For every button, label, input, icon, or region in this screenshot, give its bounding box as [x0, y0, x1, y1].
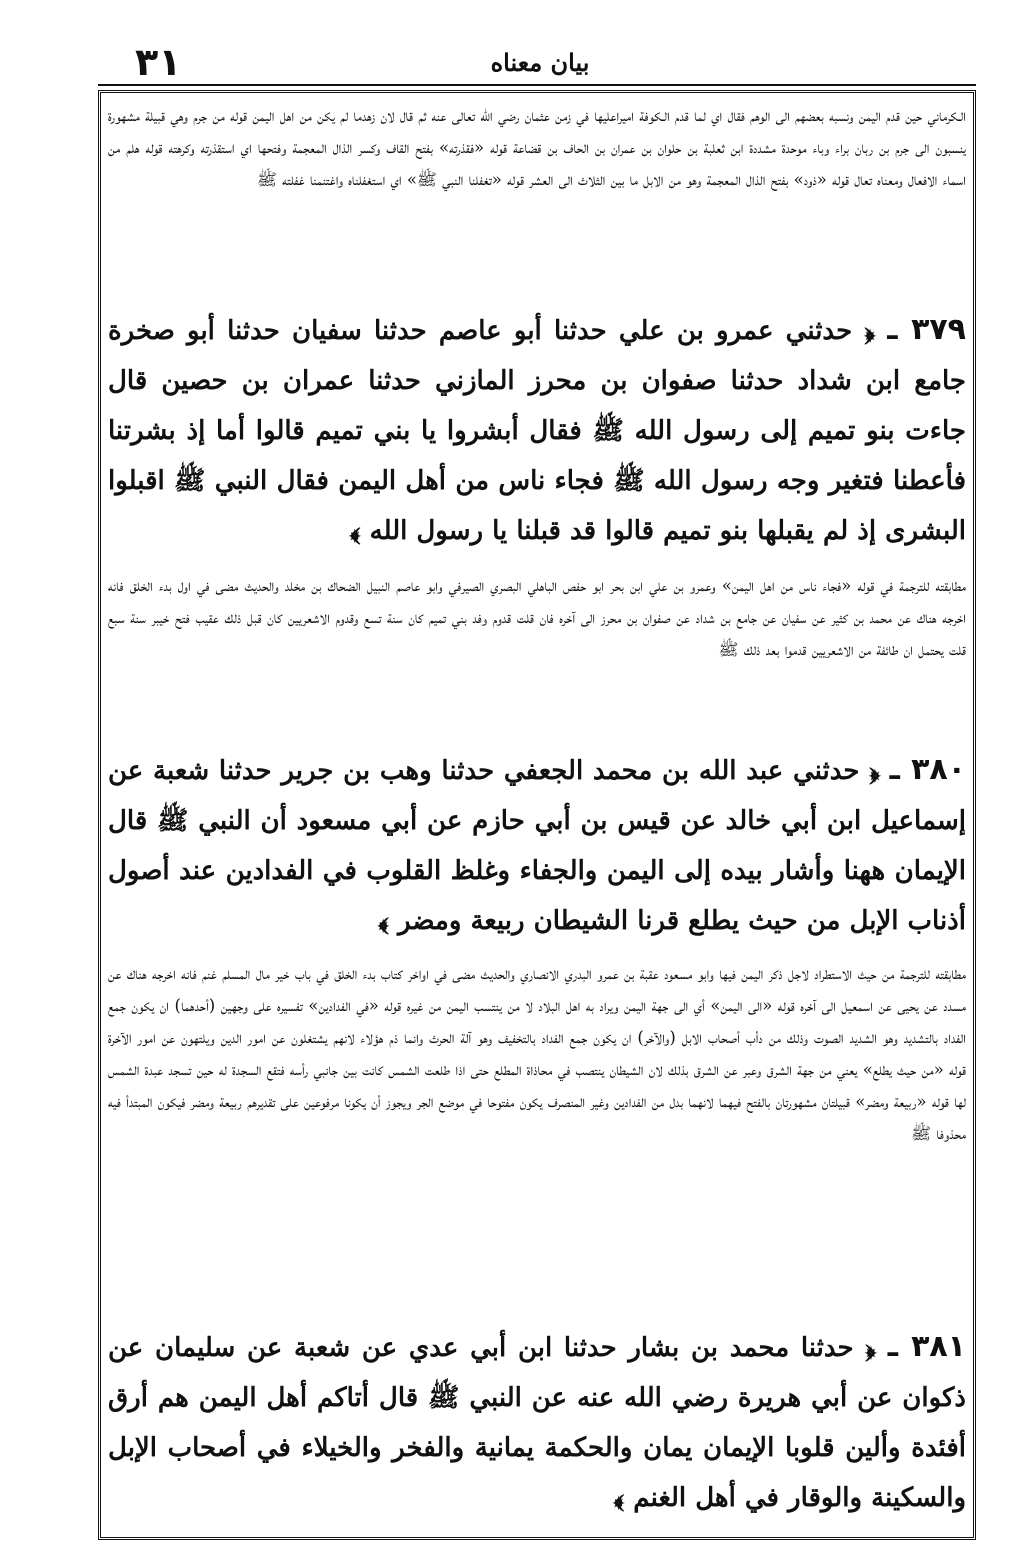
commentary-paragraph — [108, 100, 966, 295]
commentary-paragraph — [108, 570, 966, 735]
hadith-paragraph — [108, 745, 966, 950]
commentary-paragraph — [108, 958, 966, 1313]
commentary-text: مطابقته للترجمة في قوله «فجاء ناس من اهل اليمن» وعمرو بن علي ابن بحر ابو حفص الباهلي البصري الصيرفي وابو عاصم النبيل الضحاك بن مخلد والحديث مضى في اول بدء الخلق فانه اخرجه هناك عن محمد بن كثير عن سفيان عن جامع بن شداد عن صفوان بن محرز الى آخره فان قلت قدوم وفد بني تميم كان سنة تسع وقدوم الاشعريين كان قبل ذلك عقيب فتح خيبر سنة سبع قلت يحتمل ان طائفة من الاشعريين قدموا بعد ذلك ﷺ — [108, 576, 966, 659]
header-rule — [98, 84, 976, 86]
hadith-paragraph — [108, 1322, 966, 1527]
hadith-number: ٣٨٠ ـ — [889, 752, 966, 787]
commentary-text: مطابقته للترجمة من حيث الاستطراد لاجل ذكر اليمن فيها وابو مسعود عقبة بن عمرو البدري الانصاري والحديث مضى في اواخر كتاب بدء الخلق في باب خير مال المسلم غنم فانه اخرجه هناك عن مسدد عن يحيى عن اسمعيل الى آخره قوله «الى اليمن» أي الى جهة اليمن ويراد به اهل البلاد لا من ينتسب اليمن من غيره قوله «في الفدادين» تفسيره على وجهين (أحدهما) ان يكون جمع الفداد بالتشديد وهو الشديد الصوت وذلك من دأب أصحاب الابل (والآخر) ان يكون جمع الفداد بالتخفيف وهو آلة الحرث وانما ذم هؤلاء لانهم يشتغلون عن امور الدين ويلتهون عن امور الآخرة قوله «من حيث يطلع» يعني من جهة الشرق وعبر عن الشرق بذلك لان الشيطان ينتصب في محاذاة المطلع حتى اذا طلعت الشمس كانت بين جانبي رأسه فتقع السجدة له حين تسجد عبدة الشمس لها قوله «ربيعة ومضر» قبيلتان مشهورتان بالفتح فيهما لانهما بدل من الفدادين وغير المنصرف يكون مفتوحا في موضع الجر ويجوز أن يكونا مرفوعين على تقديرهم ربيعة ومضر فيكون المبتدأ فيه محذوفا ﷺ — [108, 964, 966, 1143]
hadith-text: ﴿ حدثني عبد الله بن محمد الجعفي حدثنا وهب بن جرير حدثنا شعبة عن إسماعيل ابن أبي خالد عن قيس بن أبي حازم عن أبي مسعود أن النبي ﷺ قال الإيمان ههنا وأشار بيده إلى اليمن والجفاء وغلظ القلوب في الفدادين عند أصول أذناب الإبل من حيث يطلع قرنا الشيطان ربيعة ومضر ﴾ — [108, 756, 966, 936]
hadith-paragraph — [108, 305, 966, 560]
hadith-text: ﴿ حدثنا محمد بن بشار حدثنا ابن أبي عدي عن شعبة عن سليمان عن ذكوان عن أبي هريرة رضي الله عنه عن النبي ﷺ قال أتاكم أهل اليمن هم أرق أفئدة وألين قلوبا الإيمان يمان والحكمة يمانية والفخر والخيلاء في أصحاب الإبل والسكينة والوقار في أهل الغنم ﴾ — [108, 1333, 966, 1513]
hadith-number: ٣٧٩ ـ — [887, 312, 966, 347]
hadith-text: ﴿ حدثني عمرو بن علي حدثنا أبو عاصم حدثنا سفيان حدثنا أبو صخرة جامع ابن شداد حدثنا صفوان بن محرز المازني حدثنا عمران بن حصين قال جاءت بنو تميم إلى رسول الله ﷺ فقال أبشروا يا بني تميم قالوا أما إذ بشرتنا فأعطنا فتغير وجه رسول الله ﷺ فجاء ناس من أهل اليمن فقال النبي ﷺ اقبلوا البشرى إذ لم يقبلها بنو تميم قالوا قد قبلنا يا رسول الله ﴾ — [108, 316, 966, 546]
commentary-text: الـكرماني حين قدم اليمن ونسبه بعضهم الى الوهم فقال اي لما قدم الـكوفة اميراعليها في زمن عثمان رضي الله تعالى عنه ثم قال لان زهدما لم يكن من اهل اليمن قوله من جرم وهي قبيلة مشهورة ينسبون الى جرم بن ربان براء وباء موحدة مشددة ابن ثعلبة بن حلوان بن عمران بن الحاف بن قضاعة قوله «فقذرته» بفتح القاف وكسر الذال المعجمة وفتحها اي استقذرته وكرهته قوله هلم من اسماء الافعال ومعناه تعال قوله «ذود» بفتح الذال المعجمة وهو من الابل ما بين الثلاث الى العشر قوله «تغفلنا النبي ﷺ» اي استغفلناه واغتنمنا غفلته ﷺ — [108, 106, 966, 189]
running-title: بيان معناه — [490, 48, 590, 77]
page-number: ٣١ — [135, 40, 182, 84]
hadith-number: ٣٨١ ـ — [887, 1329, 966, 1364]
page-header — [105, 38, 975, 88]
